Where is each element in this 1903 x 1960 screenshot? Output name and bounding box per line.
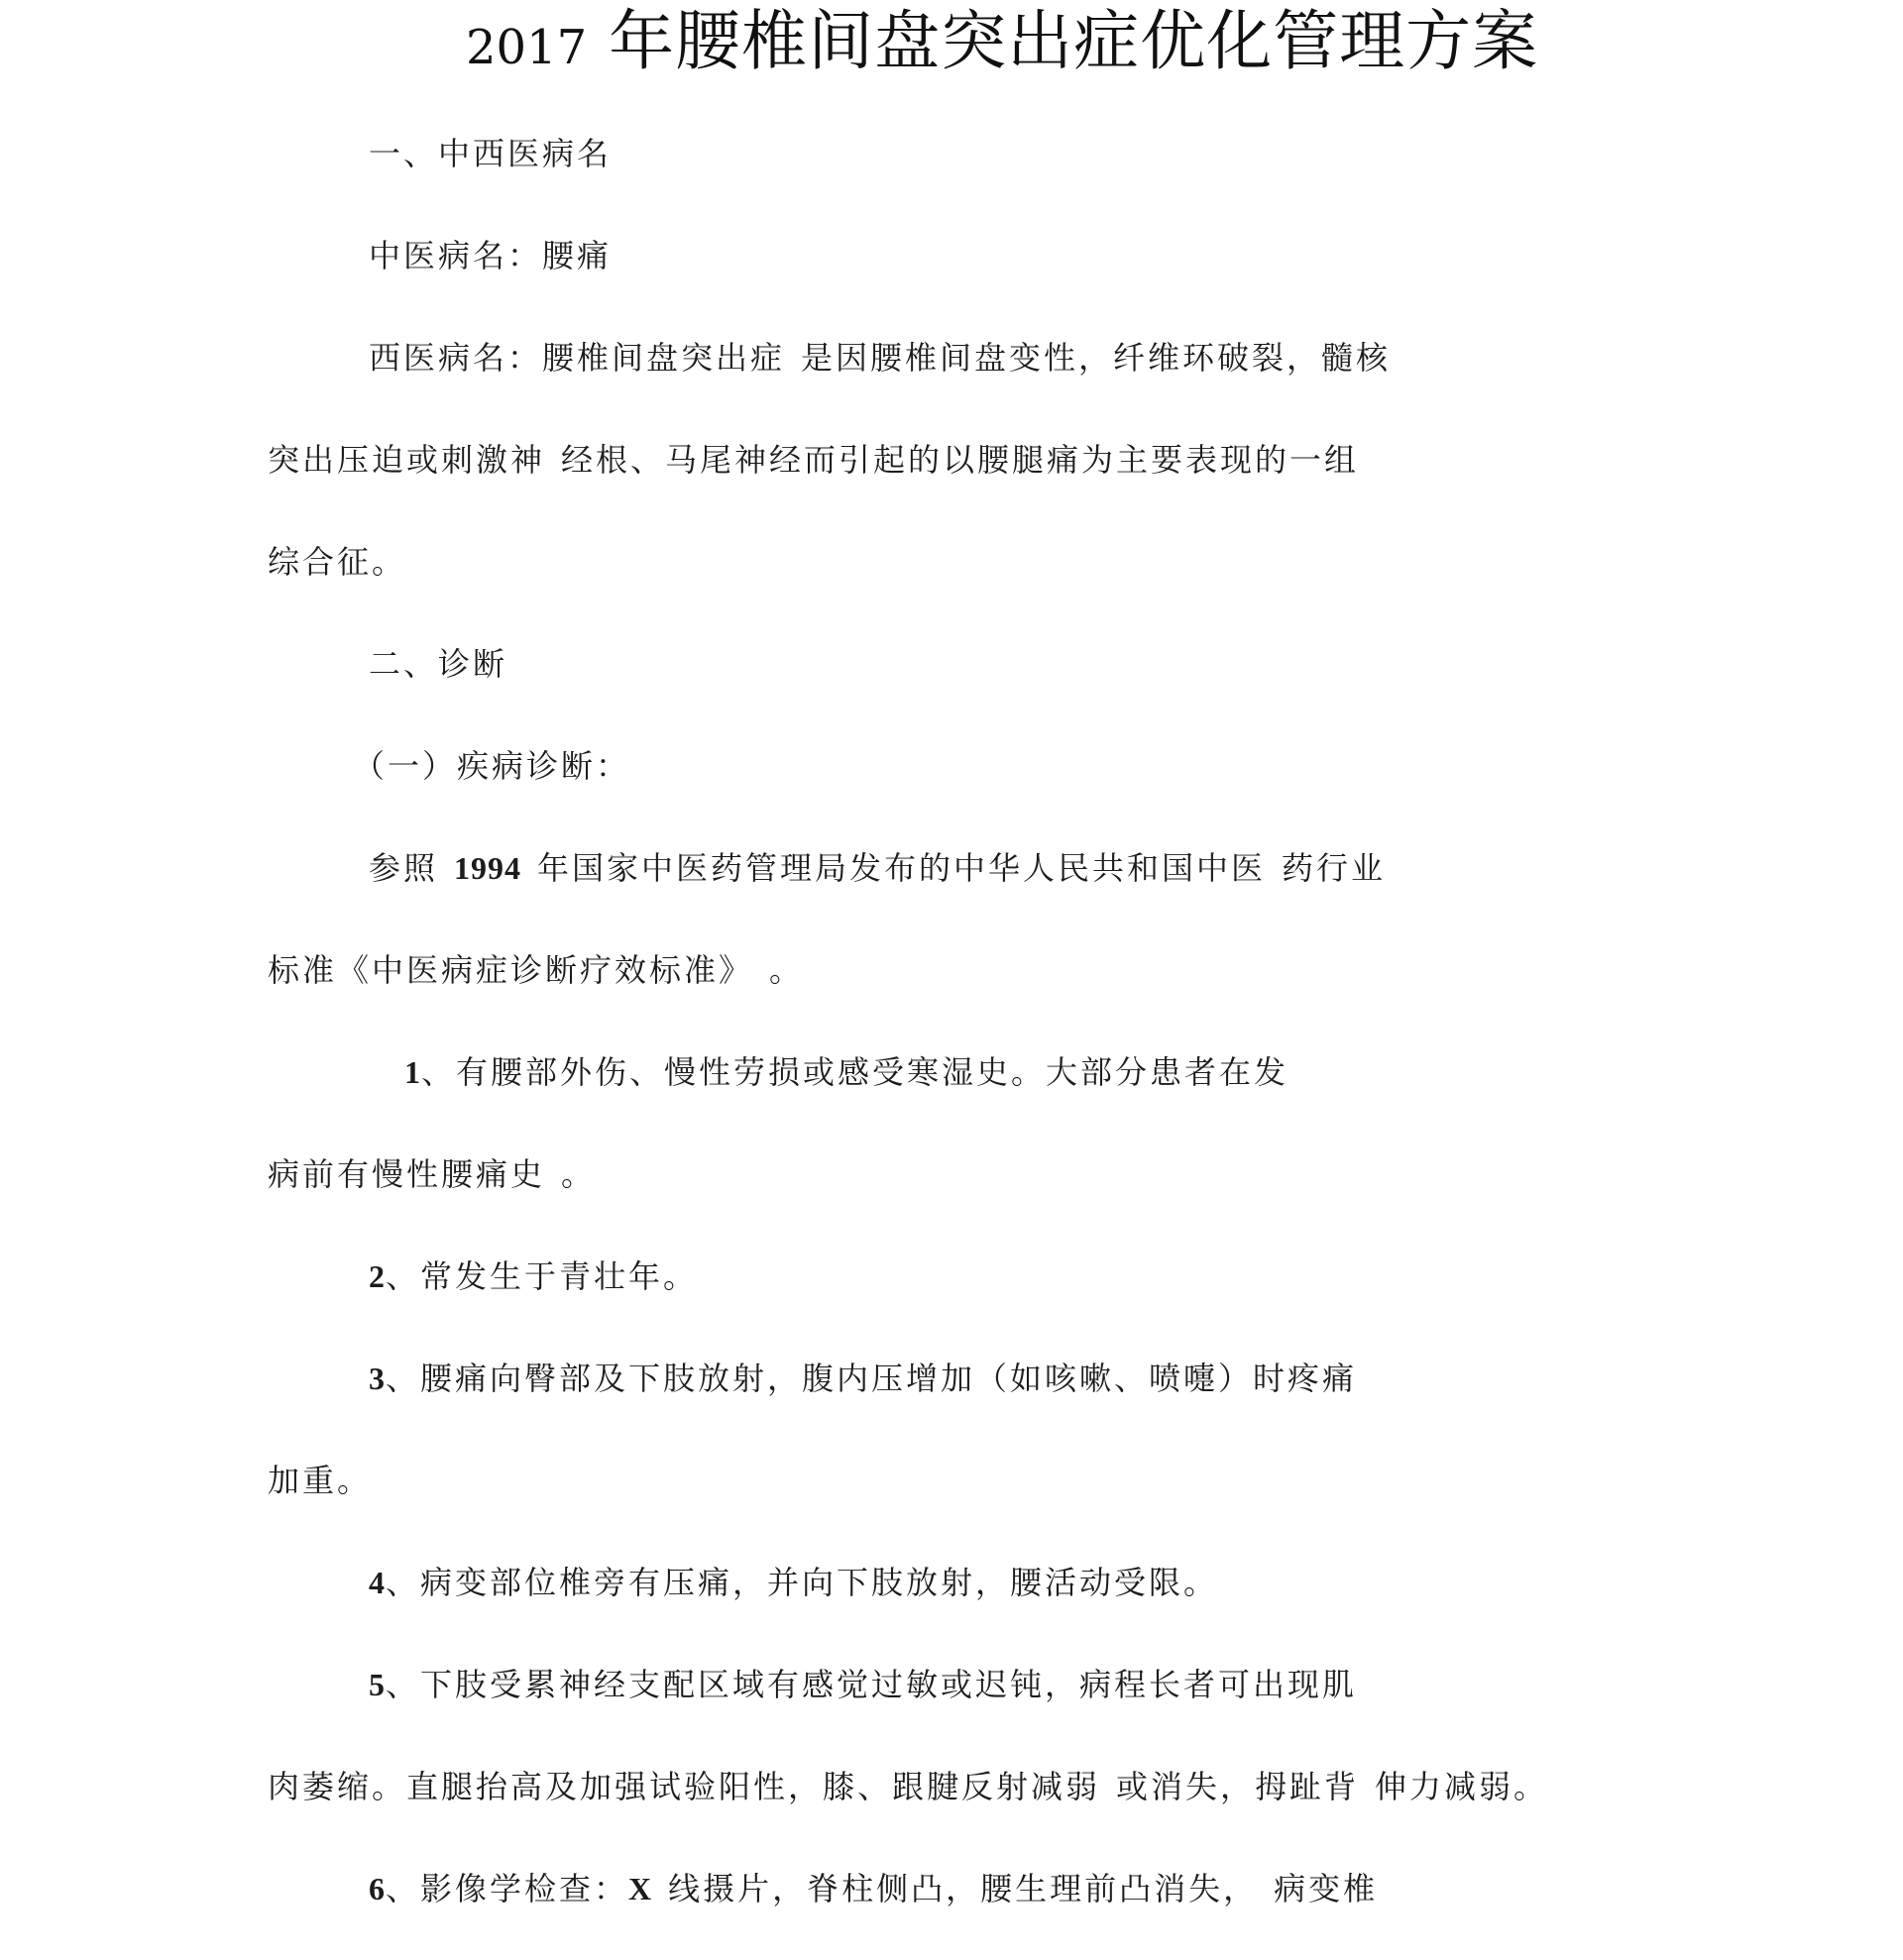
list-item <box>404 1052 1288 1092</box>
section-heading-diagnosis <box>369 644 507 684</box>
text-run: 二、诊断 <box>369 645 508 683</box>
text-run: 参照 <box>369 849 439 887</box>
text-run: 年国家中医药管理局发布的中华人民共和国中医 <box>537 849 1267 887</box>
text-run: 伸力减弱。 <box>1375 1768 1549 1805</box>
text-run: 1994 <box>454 850 522 886</box>
text-run: 病变椎 <box>1274 1870 1379 1907</box>
text-run: 、影像学检查： <box>386 1870 629 1907</box>
text-run: 综合征。 <box>268 543 407 581</box>
paragraph-line <box>268 542 406 582</box>
text-run: 肉萎缩。直腿抬高及加强试验阳性，膝、跟腱反射减弱 <box>268 1768 1101 1805</box>
text-run: 、腰痛向臀部及下肢放射，腹内压增加（如咳嗽、喷嚏）时疼痛 <box>386 1360 1358 1397</box>
list-number: 1 <box>404 1054 421 1090</box>
list-item <box>369 1869 1378 1908</box>
text-run: （一）疾病诊断： <box>353 747 631 785</box>
text-run: 线摄片，脊柱侧凸，腰生理前凸消失， <box>668 1870 1259 1907</box>
text-run: 。 <box>561 1155 597 1193</box>
text-run: 经根、马尾神经而引起的以腰腿痛为主要表现的一组 <box>561 441 1360 479</box>
text-run: 或消失，拇趾背 <box>1116 1768 1360 1805</box>
text-run: 。 <box>769 951 805 989</box>
text-run: 、下肢受累神经支配区域有感觉过敏或迟钝，病程长者可出现肌 <box>386 1666 1358 1703</box>
paragraph-line <box>369 848 1386 888</box>
paragraph-line <box>268 950 804 990</box>
text-run: 、有腰部外伤、慢性劳损或感受寒湿史。大部分患者在发 <box>421 1053 1289 1091</box>
paragraph-line <box>369 236 612 275</box>
list-item <box>369 1359 1357 1398</box>
list-item <box>369 1563 1218 1602</box>
text-run: 是因腰椎间盘变性，纤维环破裂，髓核 <box>801 339 1392 377</box>
paragraph-line <box>268 440 1359 480</box>
list-number: 3 <box>369 1361 386 1396</box>
list-item <box>369 1665 1357 1704</box>
section-heading-names <box>369 134 612 173</box>
document-title <box>466 2 1538 87</box>
text-run: 病前有慢性腰痛史 <box>268 1155 546 1193</box>
list-number: 5 <box>369 1667 386 1702</box>
list-number: 6 <box>369 1871 386 1906</box>
text-run: 西医病名：腰椎间盘突出症 <box>369 339 786 377</box>
text-run: 加重。 <box>268 1462 373 1499</box>
text-run: 一、中西医病名 <box>369 135 613 172</box>
paragraph-line <box>369 338 1391 378</box>
paragraph-line <box>268 1154 596 1194</box>
text-run: 中医病名：腰痛 <box>369 237 613 274</box>
text-run: X <box>628 1871 653 1906</box>
title-text: 年腰椎间盘突出症优化管理方案 <box>609 3 1539 79</box>
text-run: 、病变部位椎旁有压痛，并向下肢放射，腰活动受限。 <box>386 1564 1219 1601</box>
subsection-heading <box>353 746 630 786</box>
text-run: 突出压迫或刺激神 <box>268 441 546 479</box>
list-item <box>369 1256 698 1296</box>
text-run: 、常发生于青壮年。 <box>386 1257 699 1295</box>
list-number: 2 <box>369 1258 386 1294</box>
paragraph-line <box>268 1461 372 1500</box>
title-year: 2017 <box>466 20 588 75</box>
paragraph-line <box>268 1767 1548 1806</box>
text-run: 标准《中医病症诊断疗效标准》 <box>268 951 754 989</box>
list-number: 4 <box>369 1565 386 1600</box>
text-run: 药行业 <box>1282 849 1387 887</box>
